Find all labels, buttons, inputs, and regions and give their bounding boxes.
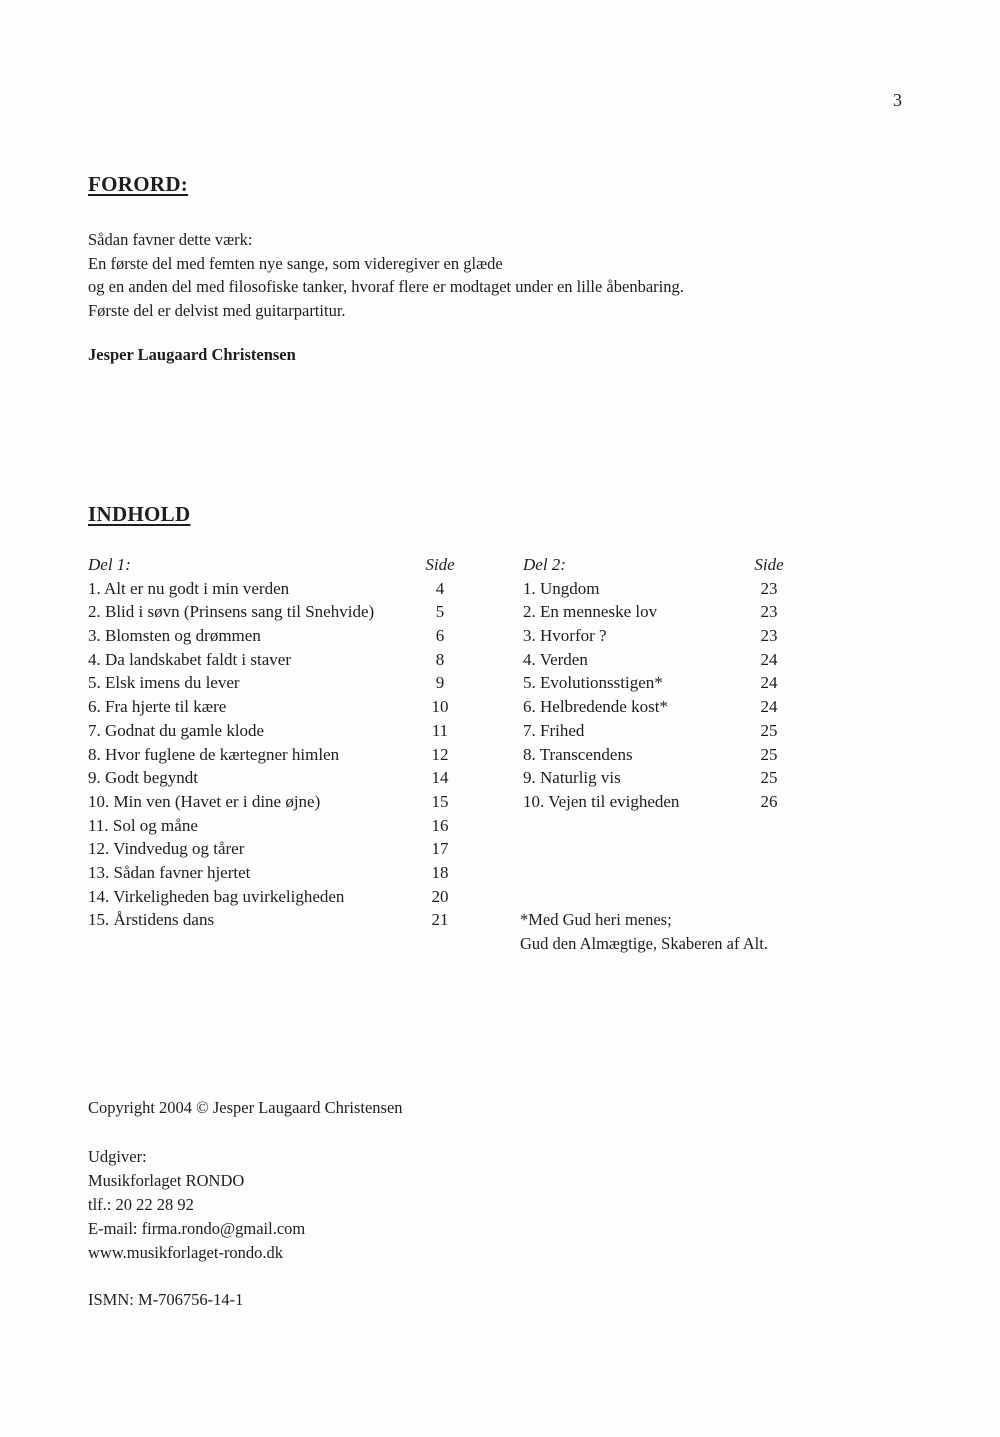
preface-line: Sådan favner dette værk: [88,230,253,249]
toc-entry-page: 24 [760,697,778,717]
toc-entry-page: 24 [760,649,778,669]
toc-entry-page: 8 [435,649,445,669]
toc-entry [523,648,793,672]
toc-entry [88,743,468,767]
indhold-heading: INDHOLD [88,502,191,526]
publisher-email: E-mail: firma.rondo@gmail.com [88,1219,306,1238]
toc-entry-title: 6. Helbredende kost* [523,697,668,717]
ismn-number: ISMN: M-706756-14-1 [88,1290,244,1309]
toc-entry-page: 4 [435,578,445,598]
toc-entry-page: 11 [431,720,449,740]
toc-entry-title: 10. Vejen til evigheden [523,791,680,811]
toc-entry-title: 13. Sådan favner hjertet [88,862,251,882]
toc-entry [523,766,793,790]
toc-entry-title: 3. Hvorfor ? [523,626,607,646]
toc-entry-page: 23 [760,626,778,646]
toc-part-label: Del 1: [88,555,131,574]
toc-part-2 [523,553,793,814]
toc-entry-title: 5. Evolutionsstigen* [523,673,663,693]
toc-entry-page: 10 [431,697,449,717]
publisher-phone: tlf.: 20 22 28 92 [88,1195,194,1214]
toc-entry-title: 2. En menneske lov [523,602,658,622]
footnote-line: *Med Gud heri menes; [520,910,672,929]
toc-entry [523,790,793,814]
toc-entry-page: 24 [760,673,778,693]
toc-entry-title: 8. Transcendens [523,744,633,764]
toc-entry [88,600,468,624]
toc-entry-page: 23 [760,578,778,598]
toc-entry-title: 9. Godt begyndt [88,768,199,788]
toc-part-1 [88,553,468,932]
copyright-notice: Copyright 2004 © Jesper Laugaard Christensen [88,1098,403,1117]
toc-part-label: Del 2: [523,555,566,574]
toc-entry [523,695,793,719]
footnote [520,908,768,956]
publisher-info [88,1145,305,1265]
toc-entry [88,814,468,838]
toc-part-1-header [88,553,468,577]
preface-line: En første del med femten nye sange, som videregiver en glæde [88,253,503,273]
toc-entry [523,577,793,601]
toc-entry [88,695,468,719]
toc-entry-title: 12. Vindvedug og tårer [88,839,245,859]
toc-entry [88,719,468,743]
toc-entry-page: 26 [760,791,778,811]
toc-entry [88,671,468,695]
toc-page-label: Side [754,555,784,574]
toc-entry-title: 5. Elsk imens du lever [88,673,240,693]
toc-part-2-header [523,553,793,577]
toc-entry-title: 11. Sol og måne [88,815,198,835]
preface-text [88,228,684,322]
toc-entry [88,885,468,909]
forord-heading: FORORD: [88,172,189,196]
toc-entry-page: 20 [431,886,449,906]
page-number: 3 [893,90,902,110]
toc-entry-page: 9 [435,673,445,693]
preface-line: og en anden del med filosofiske tanker, hvoraf flere er modtaget under en lille åbenbaring. [88,277,684,296]
publisher-name: Musikforlaget RONDO [88,1171,245,1190]
publisher-website: www.musikforlaget-rondo.dk [88,1243,284,1262]
toc-page-label: Side [425,555,455,574]
toc-entry-title: 1. Ungdom [523,578,600,598]
toc-entry [88,861,468,885]
toc-entry-page: 18 [431,862,449,882]
toc-entry [88,624,468,648]
toc-entry-title: 15. Årstidens dans [88,910,215,930]
footnote-line: Gud den Almægtige, Skaberen af Alt. [520,934,768,953]
toc-entry-page: 25 [760,768,778,788]
toc-entry [88,648,468,672]
publisher-label: Udgiver: [88,1147,147,1166]
toc-entry-page: 21 [431,910,449,930]
toc-entry-title: 14. Virkeligheden bag uvirkeligheden [88,886,345,906]
toc-entry [88,766,468,790]
toc-entry-page: 6 [435,626,445,646]
toc-entry-title: 3. Blomsten og drømmen [88,626,261,646]
toc-entry-page: 15 [431,791,449,811]
author-signature: Jesper Laugaard Christensen [88,345,296,364]
toc-entry-page: 23 [760,602,778,622]
preface-line: Første del er delvist med guitarpartitur. [88,300,346,320]
toc-entry-title: 4. Da landskabet faldt i staver [88,649,291,669]
toc-entry [88,790,468,814]
toc-entry-title: 7. Godnat du gamle klode [88,720,265,740]
toc-entry [523,719,793,743]
toc-entry [88,908,468,932]
toc-entry-page: 17 [431,839,449,859]
toc-entry [523,600,793,624]
toc-entry-title: 1. Alt er nu godt i min verden [88,578,290,598]
toc-entry-page: 25 [760,744,778,764]
toc-entry-page: 16 [431,815,449,835]
toc-entry-title: 6. Fra hjerte til kære [88,697,227,717]
toc-entry-title: 9. Naturlig vis [523,768,621,788]
toc-entry-title: 2. Blid i søvn (Prinsens sang til Snehvide) [88,602,375,622]
toc-entry-page: 14 [431,768,449,788]
toc-entry-page: 25 [760,720,778,740]
toc-entry [88,577,468,601]
toc-entry-page: 5 [435,602,445,622]
toc-entry-title: 7. Frihed [523,720,585,740]
toc-entry [523,743,793,767]
toc-entry-page: 12 [431,744,449,764]
toc-entry [523,624,793,648]
toc-entry-title: 4. Verden [523,649,588,669]
toc-entry [88,837,468,861]
toc-entry [523,671,793,695]
toc-entry-title: 10. Min ven (Havet er i dine øjne) [88,791,321,811]
toc-entry-title: 8. Hvor fuglene de kærtegner himlen [88,744,340,764]
